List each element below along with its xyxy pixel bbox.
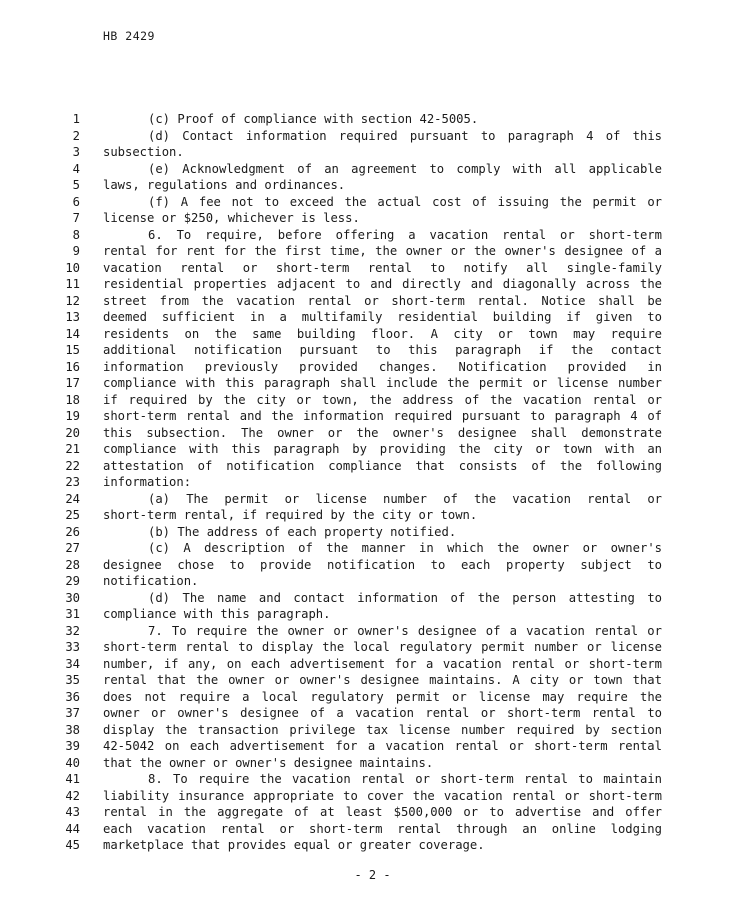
page-number: - 2 - [354, 868, 391, 882]
line-text: information: [103, 475, 192, 489]
line-text: (a) The permit or license number of the vacation rental or [148, 491, 662, 506]
document-line [0, 111, 745, 128]
line-number: 35 [65, 673, 80, 687]
line-number: 13 [65, 310, 80, 324]
line-text: street from the vacation rental or short-term rental. Notice shall be [103, 293, 662, 308]
document-line [0, 524, 745, 541]
line-number: 7 [72, 211, 80, 225]
document-line [0, 705, 745, 722]
line-text: compliance with this paragraph shall include the permit or license number [103, 376, 662, 390]
document-line [0, 408, 745, 425]
line-text: (d) Contact information required pursuant to paragraph 4 of this [148, 128, 662, 143]
line-text: additional notification pursuant to this paragraph if the contact [103, 343, 662, 357]
line-number: 11 [65, 277, 80, 291]
document-line [0, 425, 745, 442]
line-text: owner or owner's designee of a vacation rental or short-term rental to [103, 706, 662, 720]
bill-header: HB 2429 [103, 29, 155, 43]
document-line [0, 392, 745, 409]
document-line [0, 359, 745, 376]
line-text: 8. To require the vacation rental or short-term rental to maintain [148, 772, 662, 786]
line-number: 3 [72, 145, 80, 159]
line-text: 6. To require, before offering a vacation rental or short-term [148, 227, 662, 242]
document-line [0, 590, 745, 607]
document-line [0, 375, 745, 392]
document-line [0, 128, 745, 145]
document-line [0, 656, 745, 673]
document-line [0, 309, 745, 326]
line-text: residents on the same building floor. A city or town may require [103, 326, 662, 341]
line-number: 9 [72, 244, 80, 258]
line-number: 22 [65, 458, 80, 473]
document-line [0, 639, 745, 656]
line-number: 34 [65, 656, 80, 671]
line-number: 18 [65, 392, 80, 407]
line-text: license or $250, whichever is less. [103, 211, 360, 225]
line-text: 42-5042 on each advertisement for a vacation rental or short-term rental [103, 739, 662, 753]
line-number: 30 [65, 590, 80, 605]
document-line [0, 788, 745, 805]
line-number: 29 [65, 574, 80, 588]
line-number: 36 [65, 689, 80, 704]
line-text: liability insurance appropriate to cover the vacation rental or short-term [103, 788, 662, 803]
line-text: does not require a local regulatory permit or license may require the [103, 689, 662, 704]
document-line [0, 540, 745, 557]
line-text: short-term rental to display the local regulatory permit number or license [103, 640, 662, 654]
line-number: 2 [72, 128, 80, 143]
line-text: rental in the aggregate of at least $500,000 or to advertise and offer [103, 805, 662, 819]
document-line [0, 606, 745, 623]
line-number: 10 [65, 260, 80, 275]
line-number: 27 [65, 541, 80, 555]
line-text: (f) A fee not to exceed the actual cost of issuing the permit or [148, 194, 662, 209]
document-line [0, 260, 745, 277]
document-line [0, 507, 745, 524]
line-number: 26 [65, 524, 80, 539]
document-line [0, 821, 745, 838]
line-text: marketplace that provides equal or greater coverage. [103, 838, 485, 852]
line-number: 12 [65, 293, 80, 308]
line-number: 43 [65, 805, 80, 819]
line-number: 6 [72, 194, 80, 209]
line-text: this subsection. The owner or the owner's designee shall demonstrate [103, 425, 662, 440]
line-text: (b) The address of each property notified. [148, 524, 457, 539]
line-number: 31 [65, 607, 80, 621]
line-text: designee chose to provide notification to each property subject to [103, 557, 662, 572]
document-line [0, 243, 745, 260]
document-line [0, 689, 745, 706]
line-text: rental that the owner or owner's designee maintains. A city or town that [103, 673, 662, 687]
line-text: rental for rent for the first time, the owner or the owner's designee of a [103, 244, 662, 258]
line-number: 4 [72, 161, 80, 176]
line-number: 44 [65, 821, 80, 836]
line-number: 23 [65, 475, 80, 489]
document-line [0, 144, 745, 161]
line-text: if required by the city or town, the address of the vacation rental or [103, 392, 662, 407]
line-number: 38 [65, 722, 80, 737]
line-number: 8 [72, 227, 80, 242]
line-text: display the transaction privilege tax license number required by section [103, 722, 662, 737]
line-text: compliance with this paragraph by providing the city or town with an [103, 442, 662, 456]
line-number: 40 [65, 755, 80, 770]
line-text: each vacation rental or short-term rental through an online lodging [103, 821, 662, 836]
document-body [0, 111, 745, 854]
line-text: subsection. [103, 145, 184, 159]
line-text: number, if any, on each advertisement for a vacation rental or short-term [103, 656, 662, 671]
line-number: 28 [65, 557, 80, 572]
line-number: 15 [65, 343, 80, 357]
line-number: 45 [65, 838, 80, 852]
line-number: 37 [65, 706, 80, 720]
document-line [0, 837, 745, 854]
document-line [0, 326, 745, 343]
line-number: 24 [65, 491, 80, 506]
line-text: information previously provided changes. Notification provided in [103, 359, 662, 374]
line-number: 5 [72, 178, 80, 192]
document-line [0, 293, 745, 310]
line-number: 41 [65, 772, 80, 786]
line-text: residential properties adjacent to and directly and diagonally across the [103, 277, 662, 291]
document-line [0, 573, 745, 590]
document-line [0, 194, 745, 211]
line-number: 32 [65, 623, 80, 638]
line-number: 16 [65, 359, 80, 374]
line-number: 39 [65, 739, 80, 753]
document-line [0, 722, 745, 739]
document-line [0, 227, 745, 244]
line-text: deemed sufficient in a multifamily residential building if given to [103, 310, 662, 324]
line-text: (e) Acknowledgment of an agreement to comply with all applicable [148, 161, 662, 176]
line-text: that the owner or owner's designee maintains. [103, 755, 434, 770]
line-number: 1 [72, 112, 80, 126]
line-text: (d) The name and contact information of the person attesting to [148, 590, 662, 605]
line-number: 21 [65, 442, 80, 456]
document-line [0, 342, 745, 359]
line-text: vacation rental or short-term rental to notify all single-family [103, 260, 662, 275]
line-text: (c) Proof of compliance with section 42-5005. [148, 112, 479, 126]
line-number: 17 [65, 376, 80, 390]
document-line [0, 738, 745, 755]
line-number: 42 [65, 788, 80, 803]
line-text: notification. [103, 574, 199, 588]
document-line [0, 623, 745, 640]
line-number: 33 [65, 640, 80, 654]
document-line [0, 557, 745, 574]
line-text: (c) A description of the manner in which the owner or owner's [148, 541, 662, 555]
document-line [0, 441, 745, 458]
line-text: attestation of notification compliance that consists of the following [103, 458, 662, 473]
document-line [0, 491, 745, 508]
line-text: compliance with this paragraph. [103, 607, 331, 621]
line-number: 20 [65, 425, 80, 440]
document-line [0, 755, 745, 772]
document-line [0, 161, 745, 178]
line-number: 25 [65, 508, 80, 522]
line-number: 19 [65, 409, 80, 423]
document-line [0, 672, 745, 689]
document-line [0, 771, 745, 788]
document-line [0, 210, 745, 227]
line-text: laws, regulations and ordinances. [103, 178, 346, 192]
document-line [0, 474, 745, 491]
line-text: short-term rental and the information required pursuant to paragraph 4 of [103, 409, 662, 423]
line-number: 14 [65, 326, 80, 341]
line-text: short-term rental, if required by the city or town. [103, 508, 478, 522]
document-line [0, 804, 745, 821]
document-line [0, 177, 745, 194]
document-line [0, 276, 745, 293]
line-text: 7. To require the owner or owner's designee of a vacation rental or [148, 623, 662, 638]
document-line [0, 458, 745, 475]
